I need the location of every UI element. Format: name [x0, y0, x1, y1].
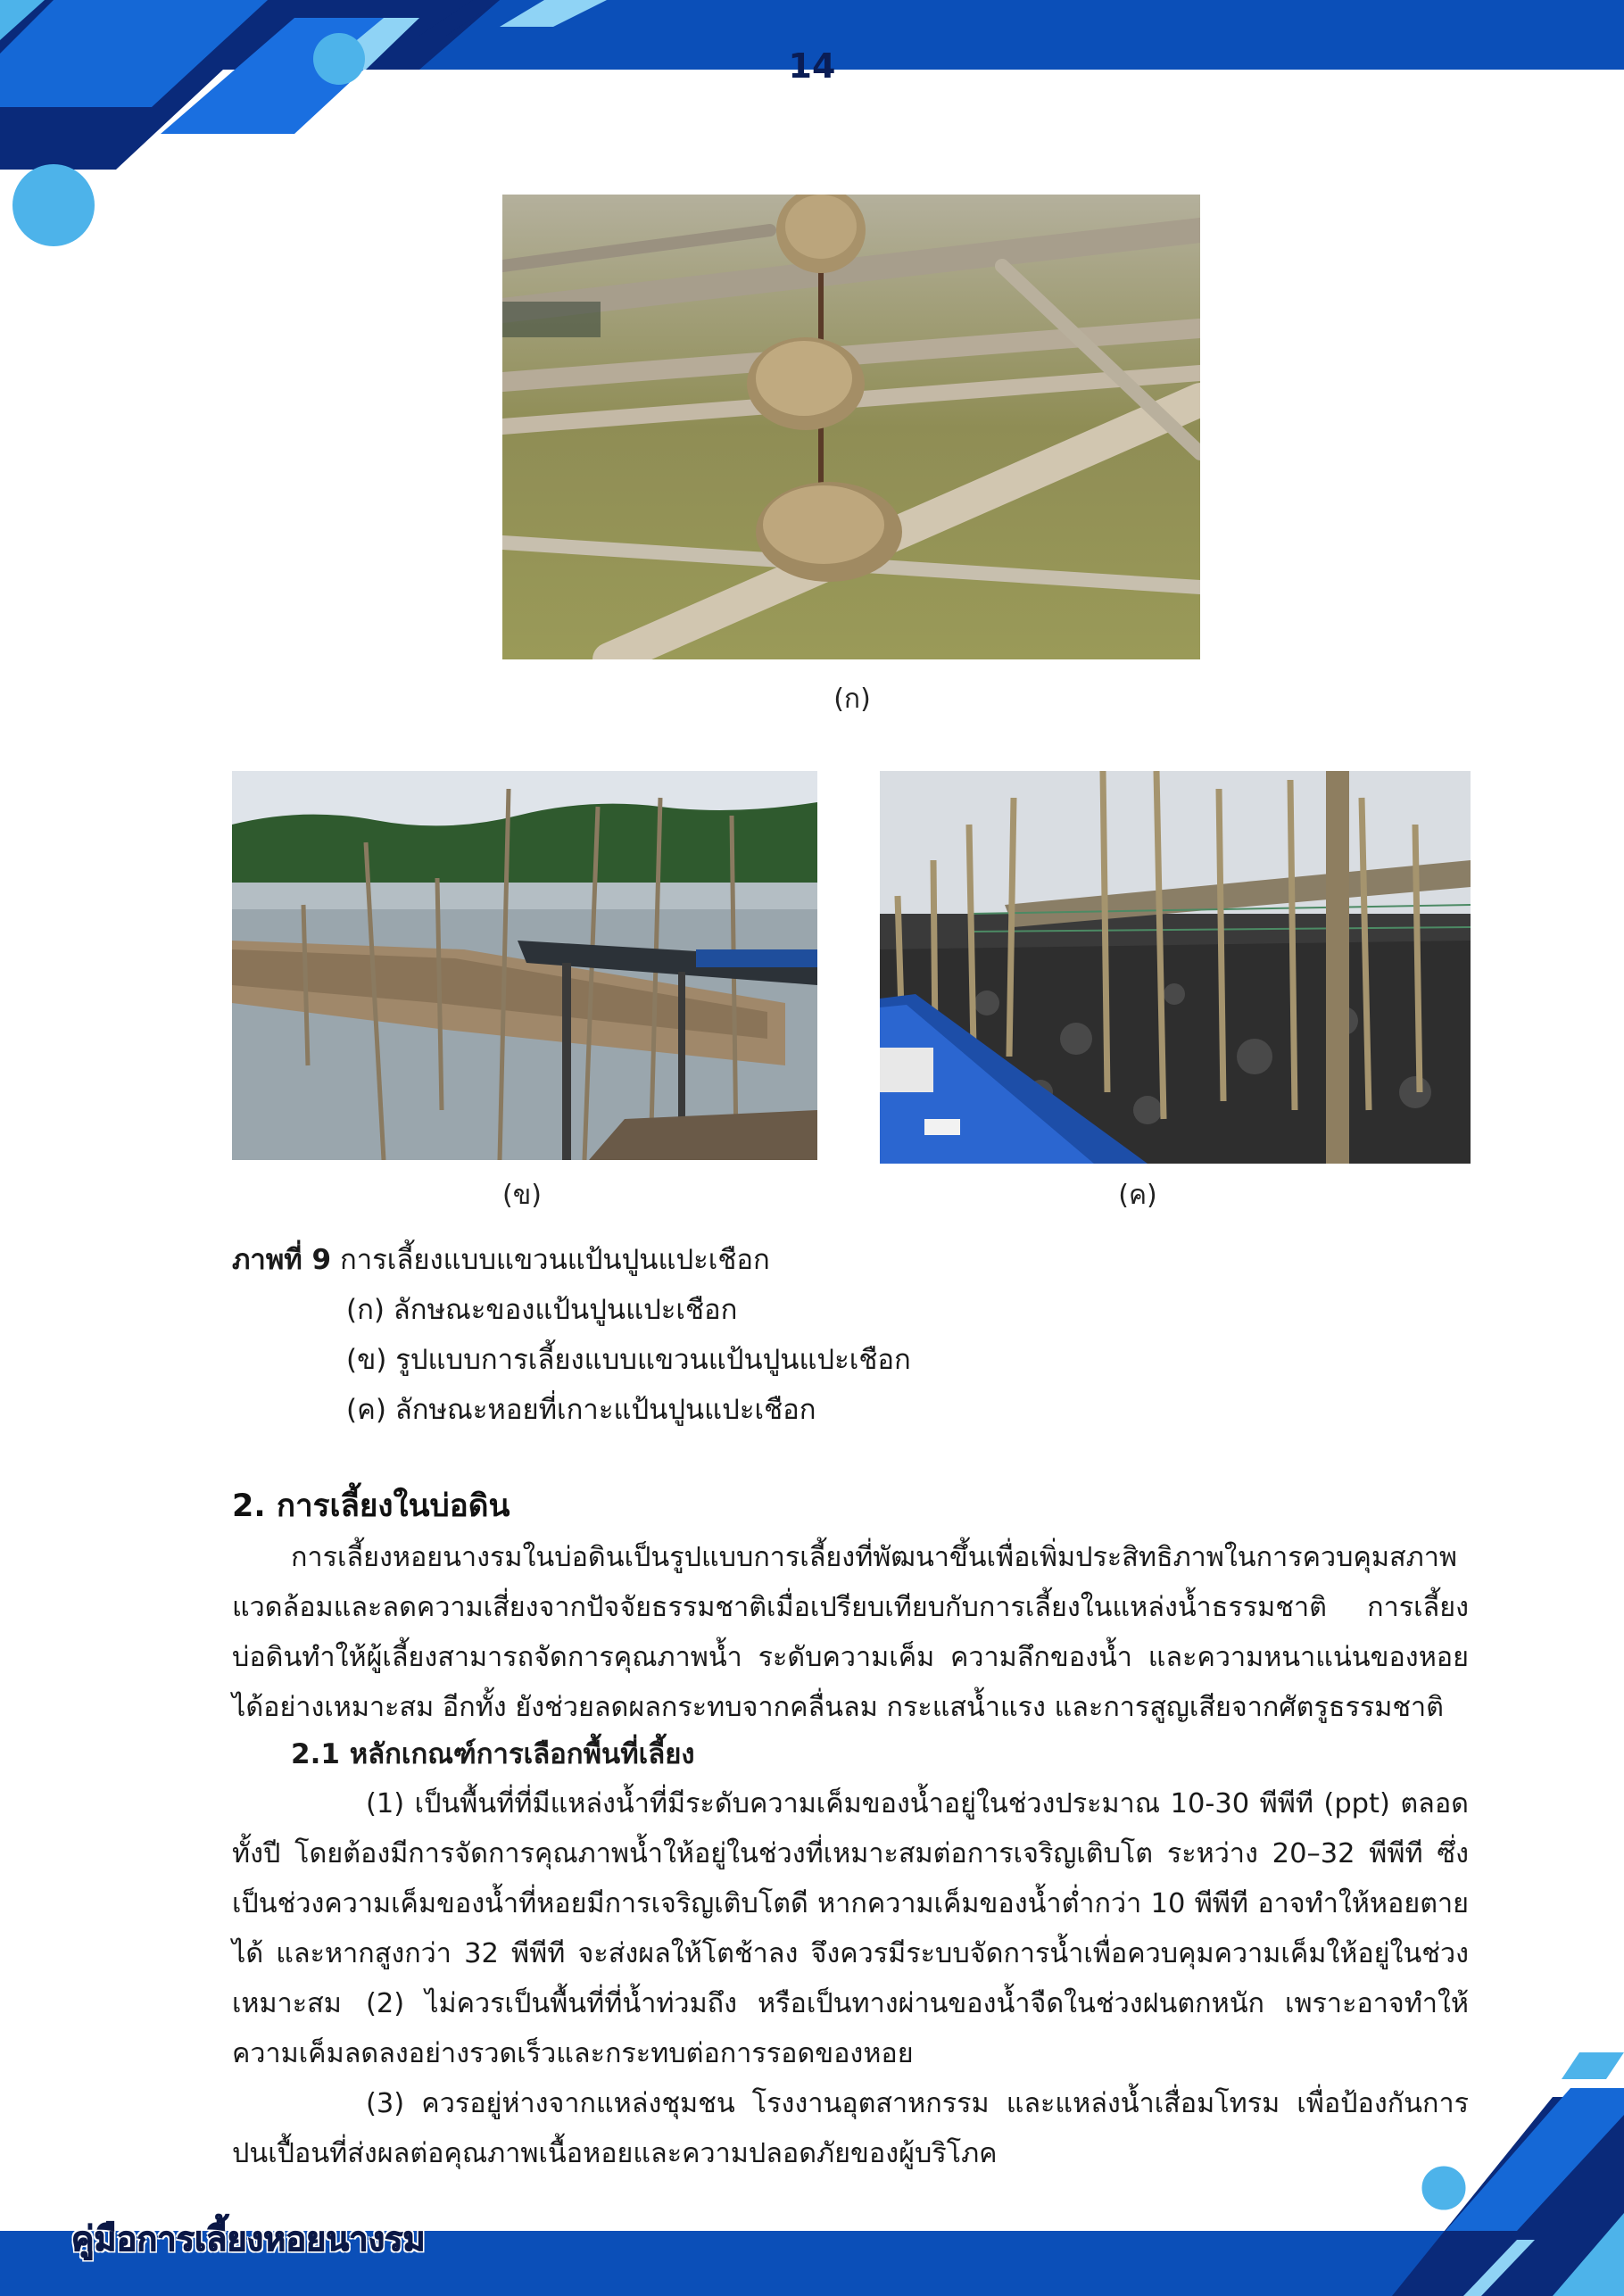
- criterion-1: (1) เป็นพื้นที่ที่มีแหล่งน้ำที่มีระดับความเค็มของน้ำอยู่ในช่วงประมาณ 10-30 พีพีที (ppt) ตลอดทั้งปี โดยต้องมีการจัดการคุณภาพน้ำให้อยู่ในช่วงที่เหมาะสมต่อการเจริญเติบโต ระหว่าง 20–32 พีพีที ซึ่งเป็นช่วงความเค็มของน้ำที่หอยมีการเจริญเติบโตดี หากความเค็มของน้ำต่ำกว่า 10 พีพีที อาจทำให้หอยตายได้ และหากสูงกว่า 32 พีพีที จะส่งผลให้โตช้าลง จึงควรมีระบบจัดการน้ำเพื่อควบคุมความเค็มให้อยู่ในช่วงเหมาะสม: [232, 1788, 1469, 2019]
- photo-label-c: (ค): [1118, 1180, 1157, 1211]
- photo-oyster-cement-discs: [502, 195, 1200, 659]
- caption-item-c: (ค) ลักษณะหอยที่เกาะแป้นปูนแปะเชือก: [346, 1394, 816, 1426]
- caption-title-line: [232, 1235, 1481, 1285]
- photo-hanging-culture-farm: [232, 771, 817, 1160]
- photo-oysters-on-discs: [880, 771, 1471, 1164]
- criterion-3: (3) ควรอยู่ห่างจากแหล่งชุมชน โรงงานอุตสาหกรรม และแหล่งน้ำเสื่อมโทรม เพื่อป้องกันการปนเปื้อนที่ส่งผลต่อคุณภาพเนื้อหอยและความปลอดภัยของผู้บริโภค: [232, 2088, 1469, 2169]
- caption-item-b: (ข) รูปแบบการเลี้ยงแบบแขวนแป้นปูนแปะเชือก: [346, 1344, 911, 1376]
- photo-label-b: (ข): [502, 1180, 542, 1211]
- subsection-heading: 2.1 หลักเกณฑ์การเลือกพื้นที่เลี้ยง: [291, 1738, 695, 1770]
- section-title: 2. การเลี้ยงในบ่อดิน: [232, 1488, 510, 1524]
- caption-title: ภาพที่ 9: [232, 1244, 332, 1276]
- photo-label-a: (ก): [833, 684, 871, 715]
- page-number: 14: [788, 46, 836, 86]
- footer-title: คู่มือการเลี้ยงหอยนางรม: [71, 2219, 426, 2259]
- criterion-2: (2) ไม่ควรเป็นพื้นที่ที่น้ำท่วมถึง หรือเป็นทางผ่านของน้ำจืดในช่วงฝนตกหนัก เพราะอาจทำให้ความเค็มลดลงอย่างรวดเร็วและกระทบต่อการรอดของหอย: [232, 1988, 1469, 2069]
- figure-caption: [232, 1235, 1481, 1435]
- caption-item-a: (ก) ลักษณะของแป้นปูนแปะเชือก: [346, 1294, 738, 1326]
- section-intro: การเลี้ยงหอยนางรมในบ่อดินเป็นรูปแบบการเลี้ยงที่พัฒนาขึ้นเพื่อเพิ่มประสิทธิภาพในการควบคุมสภาพแวดล้อมและลดความเสี่ยงจากปัจจัยธรรมชาติเมื่อเปรียบเทียบกับการเลี้ยงในแหล่งน้ำธรรมชาติ การเลี้ยงบ่อดินทำให้ผู้เลี้ยงสามารถจัดการคุณภาพน้ำ ระดับความเค็ม ความลึกของน้ำ และความหนาแน่นของหอยได้อย่างเหมาะสม อีกทั้ง ยังช่วยลดผลกระทบจากคลื่นลม กระแสน้ำแรง และการสูญเสียจากศัตรูธรรมชาติ: [232, 1542, 1469, 1723]
- caption-text: การเลี้ยงแบบแขวนแป้นปูนแปะเชือก: [339, 1244, 770, 1276]
